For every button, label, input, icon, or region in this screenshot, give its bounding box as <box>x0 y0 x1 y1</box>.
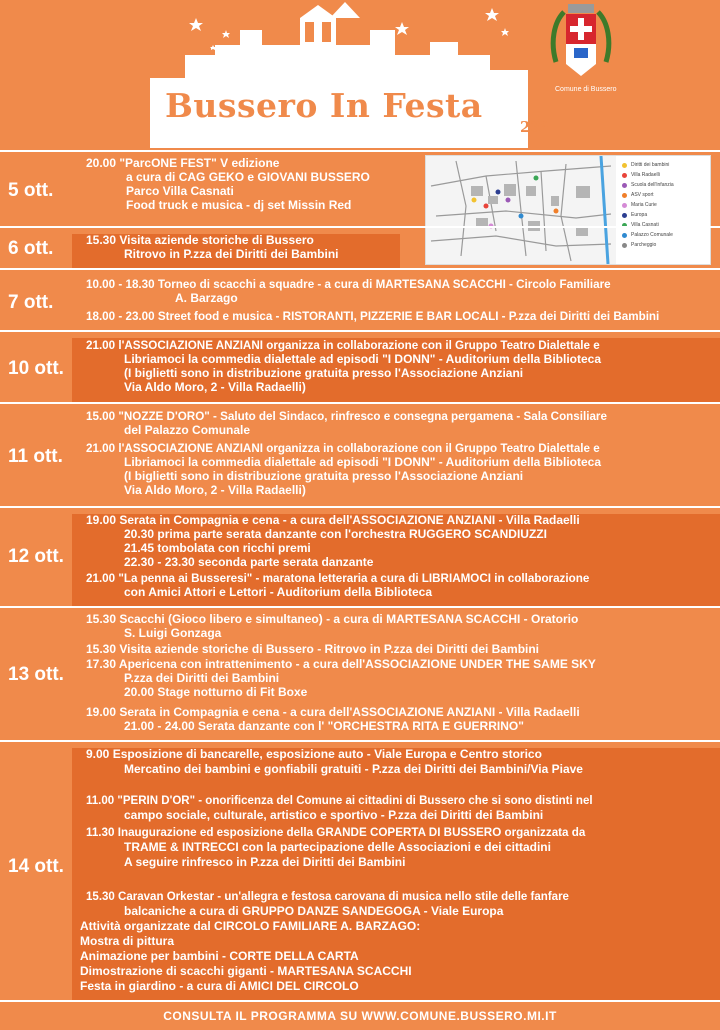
legend-item: Maria Curie <box>622 202 674 212</box>
event-line: Attività organizzate dal CIRCOLO FAMILIARE A. BARZAGO: <box>80 919 421 933</box>
event-line: 21.00 l'ASSOCIAZIONE ANZIANI organizza in collaborazione con il Gruppo Teatro Dialettale e <box>86 441 600 455</box>
event-line: con Amici Attori e Lettori - Auditorium della Biblioteca <box>124 585 433 599</box>
event-title: Bussero In Festa <box>165 86 483 125</box>
event-line: 20.00 "ParcONE FEST" V edizione <box>86 156 280 170</box>
event-line: campo sociale, culturale, artistico e sportivo - P.zza dei Diritti dei Bambini <box>124 808 544 822</box>
event-line: S. Luigi Gonzaga <box>124 626 222 640</box>
event-line: Mostra di pittura <box>80 934 175 948</box>
day-row-6-ott <box>0 226 720 268</box>
event-line: Via Aldo Moro, 2 - Villa Radaelli) <box>124 483 306 497</box>
event-line: 22.30 - 23.30 seconda parte serata danzante <box>124 555 374 569</box>
event-line: 15.00 "NOZZE D'ORO" - Saluto del Sindaco, rinfresco e consegna pergamena - Sala Consiliare <box>86 409 607 423</box>
event-line: 11.30 Inaugurazione ed esposizione della GRANDE COPERTA DI BUSSERO organizzata da <box>86 825 586 839</box>
event-line: 15.30 Visita aziende storiche di Bussero - Ritrovo in P.zza dei Diritti dei Bambini <box>86 642 540 656</box>
event-line: Animazione per bambini - CORTE DELLA CARTA <box>80 949 359 963</box>
website-footer: CONSULTA IL PROGRAMMA SU WWW.COMUNE.BUSSERO.MI.IT <box>0 1000 720 1030</box>
day-row-10-ott <box>0 330 720 402</box>
event-line: 20.30 prima parte serata danzante con l'orchestra RUGGERO SCANDIUZZI <box>124 527 547 541</box>
header <box>0 0 720 150</box>
event-line: 11.00 "PERIN D'OR" - onorificenza del Comune ai cittadini di Bussero che si sono distinti nel <box>86 793 593 807</box>
legend-item: Europa <box>622 212 674 222</box>
event-line: P.zza dei Diritti dei Bambini <box>124 671 280 685</box>
event-line: 15.30 Caravan Orkestar - un'allegra e festosa carovana di musica nello stile delle fanfare <box>86 889 569 903</box>
day-label: 10 ott. <box>8 358 64 379</box>
event-line: Libriamoci la commedia dialettale ad episodi "I DONN" - Auditorium della Biblioteca <box>124 352 602 366</box>
event-line: 20.00 Stage notturno di Fit Boxe <box>124 685 308 699</box>
event-line: 9.00 Esposizione di bancarelle, esposizione auto - Viale Europa e Centro storico <box>86 747 542 761</box>
legend-item: Parcheggio <box>622 242 674 252</box>
town-skyline-illustration <box>0 0 720 150</box>
edition-badge: 23ª <box>520 118 549 136</box>
legend-item: Villa Radaelli <box>622 172 674 182</box>
event-line: 21.45 tombolata con ricchi premi <box>124 541 311 555</box>
event-line: (I biglietti sono in distribuzione gratuita presso l'Associazione Anziani <box>124 469 524 483</box>
event-line: (I biglietti sono in distribuzione gratuita presso l'Associazione Anziani <box>124 366 524 380</box>
event-line: del Palazzo Comunale <box>124 423 251 437</box>
day-row-7-ott <box>0 268 720 330</box>
event-line: 21.00 l'ASSOCIAZIONE ANZIANI organizza in collaborazione con il Gruppo Teatro Dialettale e <box>86 338 600 352</box>
day-label: 12 ott. <box>8 546 64 567</box>
event-line: Libriamoci la commedia dialettale ad episodi "I DONN" - Auditorium della Biblioteca <box>124 455 602 469</box>
municipal-coat-of-arms-icon <box>550 2 612 84</box>
event-line: TRAME & INTRECCI con la partecipazione delle Associazioni e dei cittadini <box>124 840 551 854</box>
event-line: A seguire rinfresco in P.zza dei Diritti dei Bambini <box>124 855 406 869</box>
day-row-11-ott <box>0 402 720 506</box>
legend-item: Palazzo Comunale <box>622 232 674 242</box>
day-row-5-ott <box>0 150 720 226</box>
event-line: Ritrovo in P.zza dei Diritti dei Bambini <box>124 247 339 261</box>
day-row-14-ott <box>0 740 720 1000</box>
legend-item: Villa Casnati <box>622 222 674 232</box>
event-line: balcaniche a cura di GRUPPO DANZE SANDEGOGA - Viale Europa <box>124 904 504 918</box>
day-label: 14 ott. <box>8 856 64 877</box>
event-line: 18.00 - 23.00 Street food e musica - RISTORANTI, PIZZERIE E BAR LOCALI - P.zza dei Diritti dei Bambini <box>86 309 660 323</box>
day-label: 13 ott. <box>8 664 64 685</box>
event-line: Festa in giardino - a cura di AMICI DEL CIRCOLO <box>80 979 359 993</box>
event-line: Mercatino dei bambini e gonfiabili gratuiti - P.zza dei Diritti dei Bambini/Via Piave <box>124 762 583 776</box>
event-line: 19.00 Serata in Compagnia e cena - a cura dell'ASSOCIAZIONE ANZIANI - Villa Radaelli <box>86 513 580 527</box>
day-label: 5 ott. <box>8 180 54 201</box>
event-line: 21.00 "La penna ai Busseresi" - maratona letteraria a cura di LIBRIAMOCI in collaborazione <box>86 571 590 585</box>
event-line: 15.30 Visita aziende storiche di Bussero <box>86 233 314 247</box>
day-label: 7 ott. <box>8 292 54 313</box>
event-line: A. Barzago <box>175 291 238 305</box>
day-label: 11 ott. <box>8 446 63 467</box>
event-line: Via Aldo Moro, 2 - Villa Radaelli) <box>124 380 306 394</box>
legend-item: Scuola dell'infanzia <box>622 182 674 192</box>
day-label: 6 ott. <box>8 238 54 259</box>
event-line: 17.30 Apericena con intrattenimento - a cura dell'ASSOCIAZIONE UNDER THE SAME SKY <box>86 657 596 671</box>
event-line: 19.00 Serata in Compagnia e cena - a cura dell'ASSOCIAZIONE ANZIANI - Villa Radaelli <box>86 705 580 719</box>
legend-item: ASV sport <box>622 192 674 202</box>
event-line: Food truck e musica - dj set Missin Red <box>126 198 352 212</box>
legend-item: Diritti dei bambini <box>622 162 674 172</box>
event-line: 21.00 - 24.00 Serata danzante con l' "ORCHESTRA RITA E GUERRINO" <box>124 719 524 733</box>
event-line: 10.00 - 18.30 Torneo di scacchi a squadre - a cura di MARTESANA SCACCHI - Circolo Familiare <box>86 277 611 291</box>
comune-label: Comune di Bussero <box>555 86 617 93</box>
event-line: Dimostrazione di scacchi giganti - MARTESANA SCACCHI <box>80 964 412 978</box>
event-line: a cura di CAG GEKO e GIOVANI BUSSERO <box>126 170 370 184</box>
day-row-12-ott <box>0 506 720 606</box>
event-line: Parco Villa Casnati <box>126 184 234 198</box>
event-line: 15.30 Scacchi (Gioco libero e simultaneo) - a cura di MARTESANA SCACCHI - Oratorio <box>86 612 579 626</box>
day-row-13-ott <box>0 606 720 740</box>
